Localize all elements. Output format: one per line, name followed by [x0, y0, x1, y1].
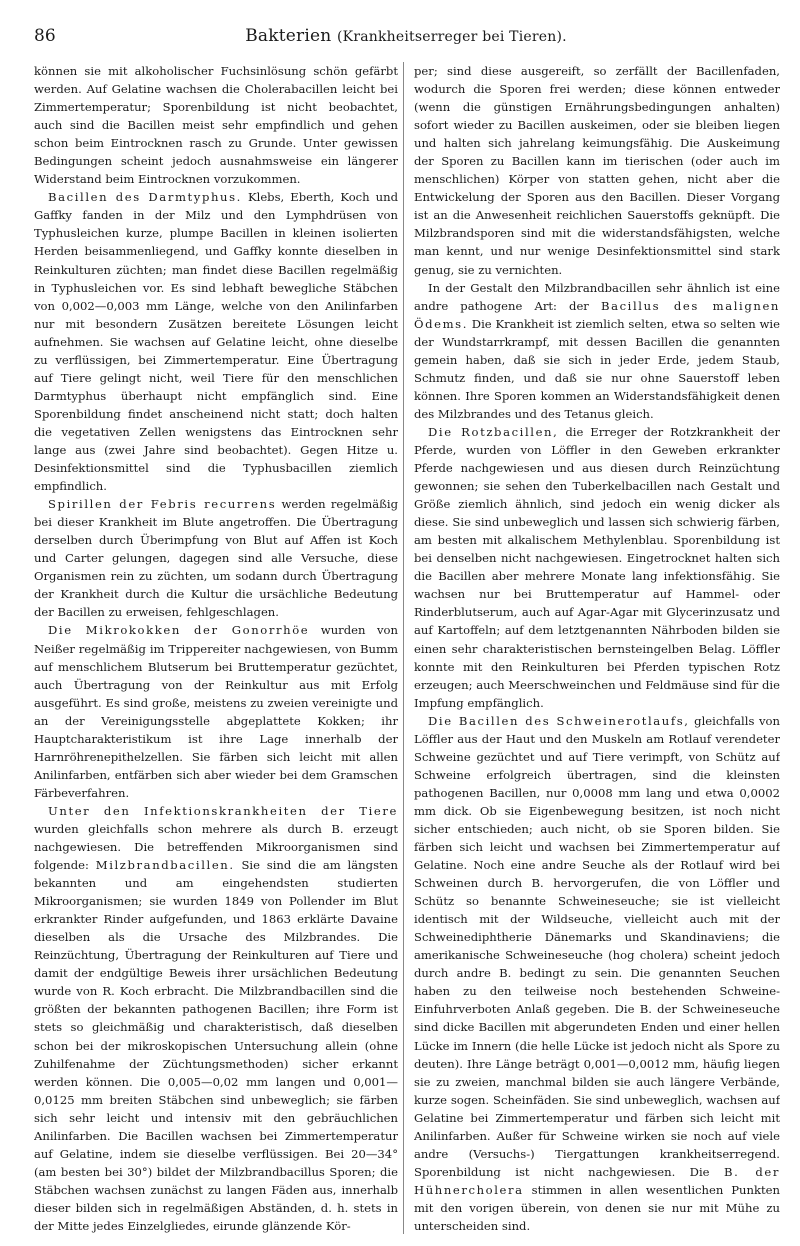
text-tierkrankheiten: wurden gleichfalls schon mehrere als durch B. erzeugt nachgewiesen. Die betreffenden Mikroorganismen sind folgende: — [34, 821, 398, 873]
page-number: 86 — [34, 26, 56, 46]
heading-milzbrand: Milzbrandbacillen. — [95, 858, 235, 873]
text-rotz: die Erreger der Rotzkrankheit der Pferde, wurden von Löffler in den Geweben erkrankter Pferde nachgewiesen und aus diesen durch Reinzüchtung gewonnen; sie sehen den Tuberkelbacillen nach Gestalt und Größe ziemlich ähnlich, sind jedoch ein wenig dicker als diese. Sie sind unbeweglich und lassen sich schwierig färben, am besten mit alkalischem Methylenblau. Sporenbildung ist bei denselben nicht nachgewiesen. Eingetrocknet halten sich die Bacillen aber mehrere Monate lang infektionsfähig. Sie wachsen nur bei Bruttemperatur auf Hammel- oder Rinderblutserum, auch auf Agar-Agar mit Glycerinzusatz und auf Kartoffeln; auf dem letztgenannten Nährboden bilden sie einen sehr charakteristischen bernsteingelben Belag. Löffler konnte mit den Reinkulturen bei Pferden typischen Rotz erzeugen; auch Meerschweinchen und Feldmäuse sind für die Impfung empfänglich. — [414, 424, 780, 710]
heading-darmtyphus: Bacillen des Darmtyphus. — [48, 190, 242, 205]
heading-huehnercholera: B. der Hühnercholera — [414, 1164, 780, 1197]
paragraph-febris-recurrens — [34, 495, 398, 621]
paragraph-darmtyphus — [34, 188, 398, 495]
text-milzbrand: Sie sind die am längsten bekannten und am eingehendsten studierten Mikroorganismen; sie wurden 1849 von Pollender im Blut erkrankter Rinder aufgefunden, und 1863 erklärte Davaine dieselben als die Ursache des Milzbrandes. Die Reinzüchtung, Übertragung der Reinkulturen auf Tiere und damit der endgültige Beweis ihrer ursächlichen Bedeutung wurde von R. Koch erbracht. Die Milzbrandbacillen sind die größten der bekannten pathogenen Bacillen; ihre Form ist stets so gleichmäßig und charakteristisch, daß dieselben schon bei der mikroskopischen Untersuchung allein (ohne Zuhilfenahme der Züchtungsmethoden) sicher erkannt werden können. Die 0,005—0,02 mm langen und 0,001—0,0125 mm breiten Stäbchen sind unbeweglich; sie färben sich sehr leicht und intensiv mit den gebräuchlichen Anilinfarben. Die Bacillen wachsen bei Zimmertemperatur auf Gelatine, indem sie dieselbe verflüssigen. Bei 20—34° (am besten bei 30°) bildet der Milzbrandbacillus Sporen; die Stäbchen wachsen zunächst zu langen Fäden aus, innerhalb dieser bilden sich in regelmäßigen Abständen, d. h. stets in der Mitte jedes Einzelgliedes, eirunde glänzende Kör- — [34, 858, 398, 1233]
paragraph-rotz — [414, 423, 780, 712]
text-darmtyphus: Klebs, Eberth, Koch und Gaffky fanden in der Milz und den Lymphdrüsen von Typhusleichen kurze, plumpe Bacillen in kleinen isolierten Herden beisammenliegend, und Gaffky konnte dieselben in Reinkulturen züchten; man findet diese Bacillen regelmäßig in Typhusleichen vor. Es sind lebhaft bewegliche Stäbchen von 0,002—0,003 mm Länge, welche von den Anilinfarben nur mit besondern Zusätzen bereitete Lösungen leicht aufnehmen. Sie wachsen auf Gelatine leicht, ohne dieselbe zu verflüssigen, bei Zimmertemperatur. Eine Übertragung auf Tiere gelingt nicht, weil Tiere für den menschlichen Darmtyphus überhaupt nicht empfänglich sind. Eine Sporenbildung findet anscheinend nicht statt; doch halten die vegetativen Zellen wenigstens das Eintrocknen sehr lange aus (zwei Jahre sind beobachtet). Gegen Hitze u. Desinfektionsmittel sind die Typhusbacillen ziemlich empfindlich. — [34, 190, 398, 494]
text-huehnercholera: stimmen in allen wesentlichen Punkten mit den vorigen überein, von denen sie nur mit Mühe zu unterscheiden sind. — [414, 1182, 780, 1233]
paragraph-oedem — [414, 279, 780, 423]
left-column — [34, 62, 398, 1238]
heading-tierkrankheiten: Unter den Infektionskrankheiten der Tiere — [48, 803, 398, 818]
text-febris-recurrens: werden regelmäßig bei dieser Krankheit im Blute angetroffen. Die Übertragung derselben durch Überimpfung von Blut auf Affen ist Koch und Carter gelungen, dagegen sind alle Versuche, diese Organismen rein zu züchten, um sodann durch Übertragung der Krankheit durch die Kultur die ursächliche Bedeutung der Bacillen zu erweisen, fehlgeschlagen. — [34, 497, 398, 620]
paragraph-tierkrankheiten — [34, 802, 398, 1235]
heading-febris-recurrens: Spirillen der Febris recurrens — [48, 497, 277, 512]
text-schweinerotlauf: gleichfalls von Löffler aus der Haut und den Muskeln am Rotlauf verendeter Schweine gezüchtet und auf Tiere verimpft, von Schütz auf Schweine erfolgreich übertragen, sind die kleinsten pathogenen Bacillen, nur 0,0008 mm lang und etwa 0,0002 mm dick. Ob sie Eigenbewegung besitzen, ist noch nicht sicher entschieden; auch nicht, ob sie Sporen bilden. Sie färben sich leicht und wachsen bei Zimmertemperatur auf Gelatine. Noch eine andre Seuche als der Rotlauf wird bei Schweinen durch B. hervorgerufen, die von Löffler und Schütz so benannte Schweineseuche; sie ist vielleicht identisch mit der Wildseuche, vielleicht auch mit der Schweinediphtherie Dänemarks und Skandinaviens; die amerikanische Schweineseuche (hog cholera) scheint jedoch durch andre B. bedingt zu sein. Die genannten Seuchen haben zu den teilweise noch bestehenden Schweine-Einfuhrverboten Anlaß gegeben. Die B. der Schweineseuche sind dicke Bacillen mit abgerundeten Enden und einer hellen Lücke im Innern (die helle Lücke ist jedoch nicht als Spore zu deuten). Ihre Länge beträgt 0,001—0,0012 mm, häufig liegen sie zu zweien, manchmal bilden sie auch längere Verbände, kurze sogen. Scheinfäden. Sie sind unbeweglich, wachsen auf Gelatine bei Zimmertemperatur und färben sich leicht mit Anilinfarben. Außer für Schweine wirken sie noch auf viele andre (Versuchs-) Tiergattungen krankheitserregend. Sporenbildung ist nicht nachgewiesen. Die — [414, 713, 780, 1179]
page-header — [34, 26, 778, 52]
text-oedem-intro: In der Gestalt den Milzbrandbacillen sehr ähnlich ist eine andre pathogene Art: der — [414, 280, 780, 313]
right-column — [414, 62, 780, 1238]
heading-oedem: Bacillus des malignen Ödems. — [414, 298, 780, 331]
text-gonorrhoe: wurden von Neißer regelmäßig im Trippereiter nachgewiesen, von Bumm auf menschlichem Blutserum bei Bruttemperatur gezüchtet, auch Übertragung von der Reinkultur aus mit Erfolg ausgeführt. Es sind große, meistens zu zweien vereinigte und an der Vereinigungsstelle abgeplattete Kokken; ihr Hauptcharakteristikum ist ihre Lage innerhalb der Harnröhrenepithelzellen. Sie färben sich leicht mit allen Anilinfarben, entfärben sich aber wieder bei dem Gramschen Färbeverfahren. — [34, 623, 398, 800]
running-title-sub: (Krankheitserreger bei Tieren). — [337, 29, 567, 45]
column-divider — [403, 62, 404, 1234]
heading-gonorrhoe: Die Mikrokokken der Gonorrhöe — [48, 623, 310, 638]
heading-schweinerotlauf: Die Bacillen des Schweinerotlaufs, — [428, 713, 690, 728]
heading-rotz: Die Rotzbacillen, — [428, 424, 559, 439]
paragraph-gonorrhoe — [34, 621, 398, 801]
paragraph-cholera-end: können sie mit alkoholischer Fuchsinlösung schön gefärbt werden. Auf Gelatine wachsen die Cholerabacillen leicht bei Zimmertemperatur; Sporenbildung ist nicht beobachtet, auch sind die Bacillen meist sehr empfindlich und gehen schon beim Eintrocknen rasch zu Grunde. Unter gewissen Bedingungen scheint jedoch ausnahmsweise ein längerer Widerstand beim Eintrocknen vorzukommen. — [34, 64, 398, 187]
running-title-main: Bakterien — [245, 26, 332, 46]
paragraph-schweinerotlauf — [414, 712, 780, 1235]
paragraph-milzbrand-sporen: per; sind diese ausgereift, so zerfällt der Bacillenfaden, wodurch die Sporen frei werden; diese können entweder (wenn die günstigen Ernährungsbedingungen anhalten) sofort wieder zu Bacillen auskeimen, oder sie bleiben liegen und halten sich jahrelang keimungsfähig. Die Auskeimung der Sporen zu Bacillen kann im tierischen (oder auch im menschlichen) Körper von statten gehen, nicht aber die Entwickelung der Sporen aus den Bacillen. Dieser Vorgang ist an die Anwesenheit reichlichen Sauerstoffs geknüpft. Die Milzbrandsporen sind mit die widerstandsfähigsten, welche man kennt, und nur wenige Desinfektionsmittel sind stark genug, sie zu vernichten. — [414, 64, 780, 277]
text-oedem: Die Krankheit ist ziemlich selten, etwa so selten wie der Wundstarrkrampf, mit dessen Bacillen die genannten gemein haben, daß sie sich in jeder Erde, jedem Staub, Schmutz finden, und daß sie nur ohne Sauerstoff leben können. Ihre Sporen kommen an Widerstandsfähigkeit denen des Milzbrandes und des Tetanus gleich. — [414, 316, 780, 421]
running-title — [34, 26, 778, 46]
